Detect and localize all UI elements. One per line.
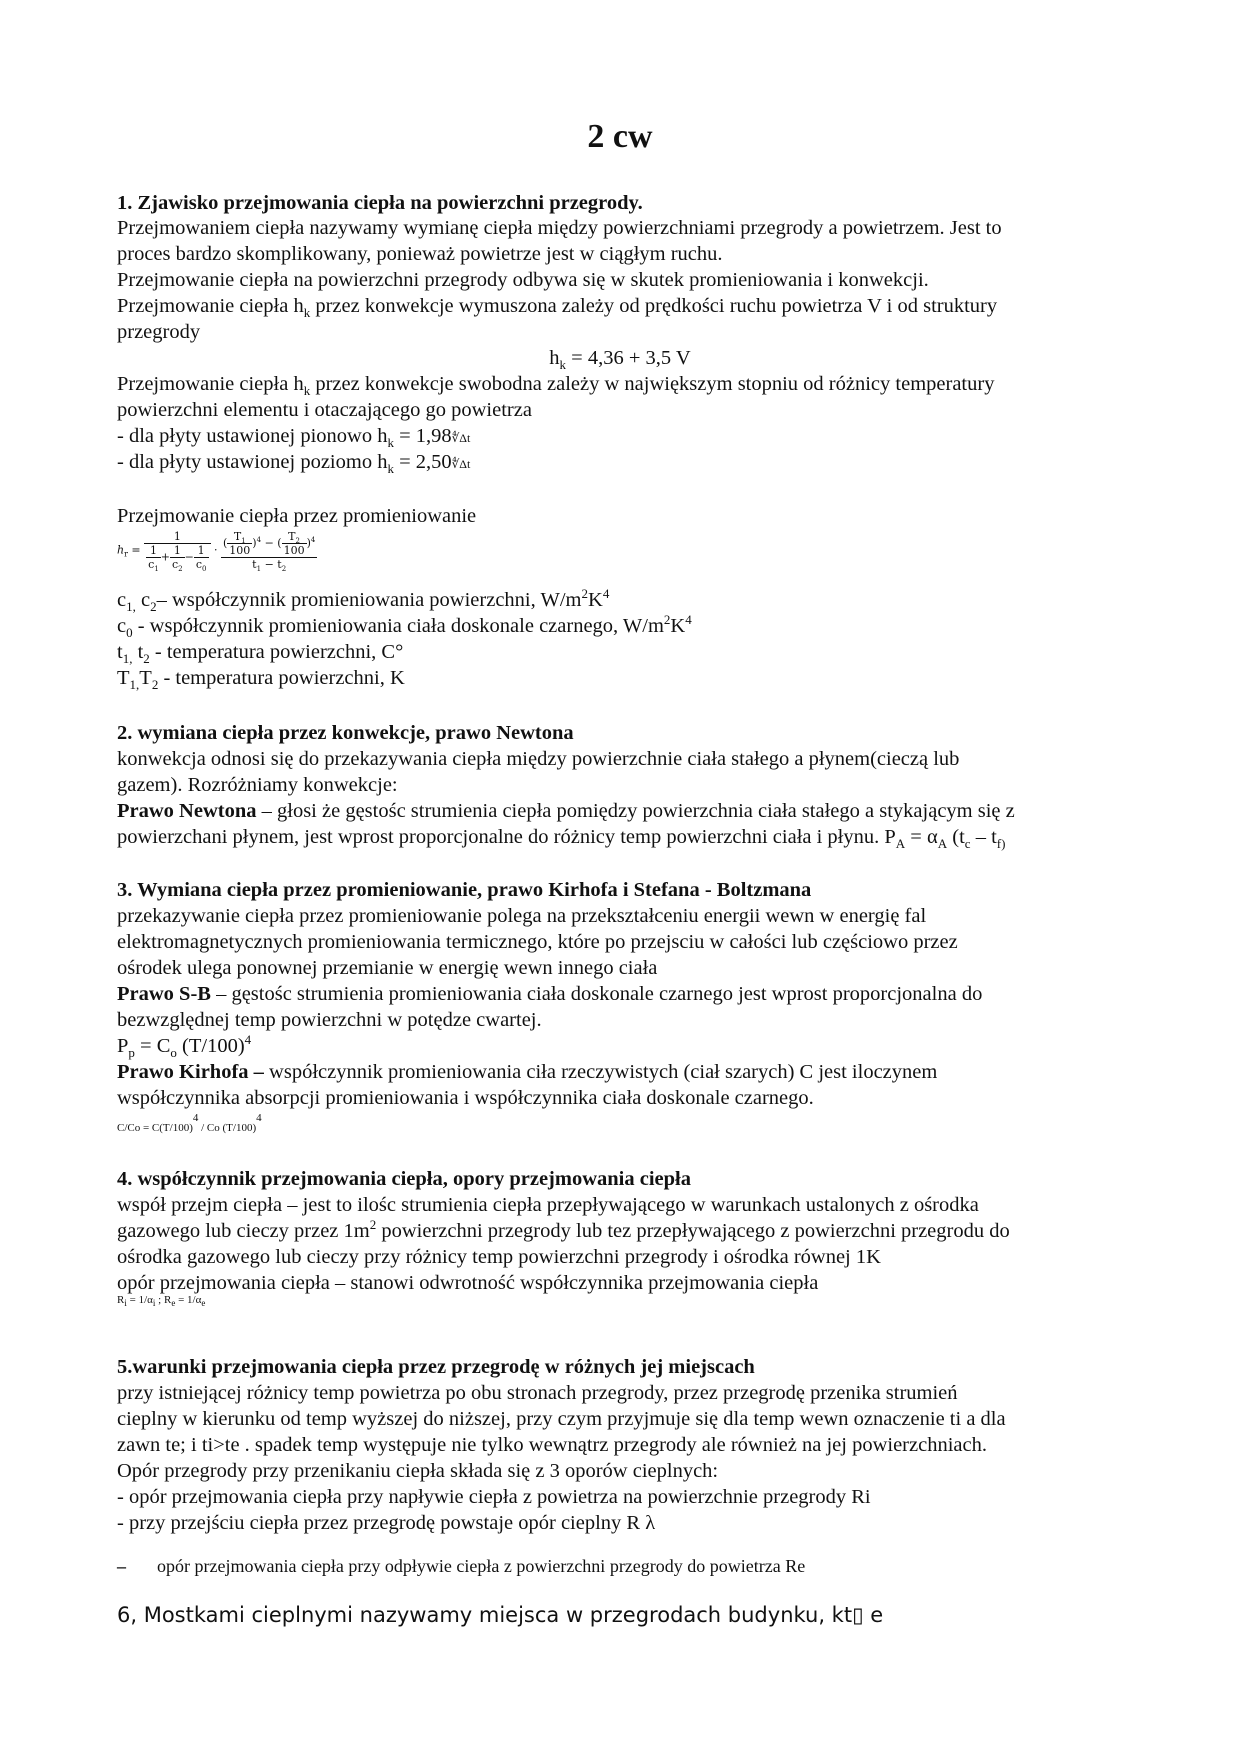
paragraph: przy istniejącej różnicy temp powietrza po obu stronach przegrody, przez przegrodę przenika strumień [117,1382,958,1404]
paragraph: ośrodek ulega ponownej przemianie w energię wewn innego ciała [117,957,658,979]
list-item: - opór przejmowania ciepła przy napływie ciepła z powietrza na powierzchnie przegrody Ri [117,1486,871,1508]
equation-resistances: $R_i = 1/\alpha_i$ ; $R_e = 1/\alpha_e$ [117,1294,206,1309]
document-title: 2 cw [587,118,653,155]
radiation-formula: $h_r$ = 1 $\frac{1}{c_1}$ + $\frac{1}{c_2}$ − $\frac{1}{c_0}$ · ( $\frac{T_1}{100}$ )$^4$ − ( $\frac{T_2}{100}$ )$^4$ $t_1 - t_2$ [117,530,316,574]
paragraph: 6, Mostkami cieplnymi nazywamy miejsca w przegrodach budynku, kt▯ e [117,1603,884,1627]
law-label: Prawo S-B [117,983,211,1005]
paragraph: współ przejm ciepła – jest to ilośc strumienia ciepła przepływającego w warunkach ustalonych z ośrodka [117,1194,979,1216]
list-item: - przy przejściu ciepła przez przegrodę powstaje opór cieplny R λ [117,1512,656,1534]
definition-line: $T_{1,}T_2$ - temperatura powierzchni, K [117,667,405,693]
root-formula: ∜Δt [451,431,471,445]
paragraph: Przejmowanie ciepła przez promieniowanie [117,505,477,527]
root-formula: ∜Δt [451,457,471,471]
list-item: - dla płyty ustawionej pionowo $h_k$ = 1,98∜Δt [117,425,471,451]
paragraph: cieplny w kierunku od temp wyższej do niższej, przy czym przyjmuje się dla temp wewn oznaczenie ti a dla [117,1408,1006,1430]
list-item: - dla płyty ustawionej poziomo $h_k$ = 2,50∜Δt [117,451,471,477]
paragraph: Przejmowaniem ciepła nazywamy wymianę ciepła między powierzchniami przegrody a powietrzem. Jest to [117,217,1002,239]
section-1-heading: 1. Zjawisko przejmowania ciepła na powierzchni przegrody. [117,192,643,214]
paragraph: Prawo S-B – gęstośc strumienia promieniowania ciała doskonale czarnego jest wprost proporcjonalna do [117,983,983,1005]
equation-forced-convection: $h_k = 4,36 + 3,5$ V [549,347,691,373]
paragraph: powierzchani płynem, jest wprost proporcjonalne do różnicy temp powierzchni ciała i płynu. $P_A = \alpha_A$ ($t_c - t_{f)}$ [117,826,1006,852]
definition-line: $t_{1,}$ $t_2$ - temperatura powierzchni, C° [117,641,404,667]
paragraph: zawn te; i ti>te . spadek temp występuje nie tylko wewnątrz przegrody ale również na jej powierzchniach. [117,1434,987,1456]
definition-line: $c_0$ - współczynnik promieniowania ciała doskonale czarnego, $W/m^2K^4$ [117,612,692,641]
paragraph: opór przejmowania ciepła – stanowi odwrotność współczynnika przejmowania ciepła [117,1272,819,1294]
law-label: Prawo Kirhofa – [117,1061,264,1083]
section-5-heading: 5.warunki przejmowania ciepła przez przegrodę w różnych jej miejscach [117,1356,755,1378]
paragraph: Opór przegrody przy przenikaniu ciepła składa się z 3 oporów cieplnych: [117,1460,719,1482]
list-item: – opór przejmowania ciepła przy odpływie ciepła z powierzchni przegrody do powietrza Re [117,1553,805,1579]
section-3-heading: 3. Wymiana ciepła przez promieniowanie, prawo Kirhofa i Stefana - Boltzmana [117,879,812,901]
paragraph: proces bardzo skomplikowany, ponieważ powietrze jest w ciągłym ruchu. [117,243,723,265]
section-2-heading: 2. wymiana ciepła przez konwekcje, prawo Newtona [117,722,574,744]
definition-line: $c_{1,}$ $c_2-$ współczynnik promieniowania powierzchni, $W/m^2K^4$ [117,586,610,615]
bullet-dash-icon: – [117,1556,126,1576]
paragraph: Przejmowanie ciepła $h_k$ przez konwekcje swobodna zależy w największym stopniu od różnicy temperatury [117,373,995,399]
law-label: Prawo Newtona [117,800,257,822]
paragraph: gazowego lub cieczy przez $1m^2$ powierzchni przegrody lub tez przepływającego z powierzchni przegrodu do [117,1217,1010,1242]
paragraph: gazem). Rozróżniamy konwekcje: [117,774,398,796]
paragraph: bezwzględnej temp powierzchni w potędze cwartej. [117,1009,542,1031]
paragraph: konwekcja odnosi się do przekazywania ciepła między powierzchnie ciała stałego a płynem(cieczą lub [117,748,960,770]
paragraph: Przejmowanie ciepła $h_k$ przez konwekcje wymuszona zależy od prędkości ruchu powietrza V i od struktury [117,295,998,321]
section-4-heading: 4. współczynnik przejmowania ciepła, opory przejmowania ciepła [117,1168,691,1190]
equation-kirchhoff: $C/Co = C(T/100)^4 / Co$ $(T/100)^4$ [117,1112,262,1134]
equation-stefan-boltzmann: $P_p = C_o$ $(T/100)^4$ [117,1032,252,1061]
paragraph: Przejmowanie ciepła na powierzchni przegrody odbywa się w skutek promieniowania i konwekcji. [117,269,929,291]
paragraph: przekazywanie ciepła przez promieniowanie polega na przekształceniu energii wewn w energię fal [117,905,927,927]
paragraph: Prawo Kirhofa – współczynnik promieniowania ciła rzeczywistych (ciał szarych) C jest iloczynem [117,1061,938,1083]
paragraph: elektromagnetycznych promieniowania termicznego, które po przejsciu w całości lub częściowo przez [117,931,958,953]
paragraph: ośrodka gazowego lub cieczy przy różnicy temp powierzchni przegrody i ośrodka równej 1K [117,1246,881,1268]
paragraph: przegrody [117,321,201,343]
paragraph: współczynnika absorpcji promieniowania i współczynnika ciała doskonale czarnego. [117,1087,814,1109]
paragraph: powierzchni elementu i otaczającego go powietrza [117,399,532,421]
paragraph: Prawo Newtona – głosi że gęstośc strumienia ciepła pomiędzy powierzchnia ciała stałego a stykającym się z [117,800,1015,822]
